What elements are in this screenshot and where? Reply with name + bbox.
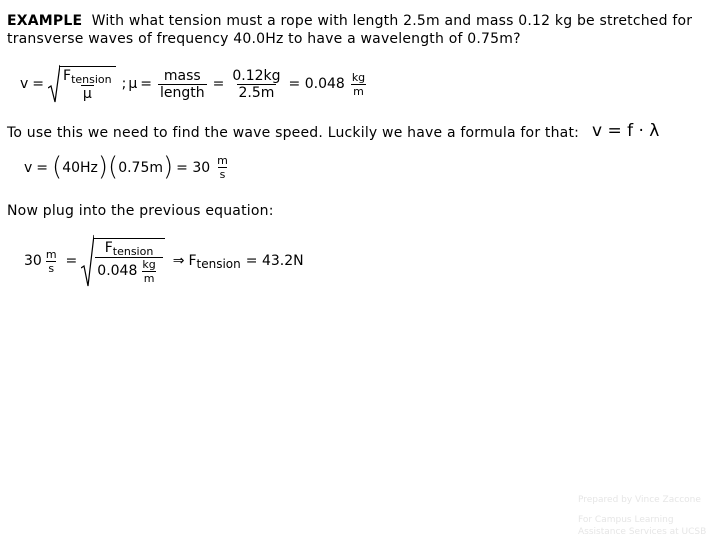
tension-subscript: tension <box>112 244 154 258</box>
eq1-equals-3: = <box>212 76 225 92</box>
m-unit: m <box>143 271 155 285</box>
right-paren: ) <box>97 151 109 182</box>
tension-force-symbol: F <box>63 68 72 84</box>
footer-line-1: Prepared by Vince Zaccone <box>578 495 701 505</box>
problem-statement <box>7 12 692 48</box>
right-paren-2: ) <box>163 151 174 182</box>
tension-result: = 43.2N <box>245 253 304 269</box>
eq3-equals: = <box>65 253 78 269</box>
footer-line-2: For Campus Learning <box>578 515 674 525</box>
speed-value: = 30 <box>176 159 211 176</box>
linear-density-value: = 0.048 <box>288 76 345 92</box>
eq2-equals: = <box>36 159 49 176</box>
kg-unit: kg <box>351 70 366 84</box>
problem-line-1: With what tension must a rope with length 2.5m and mass 0.12 kg be stretched for <box>91 13 693 29</box>
m-unit: m <box>217 154 228 167</box>
eq1-mu: μ <box>128 76 138 92</box>
footer-credit <box>578 494 706 538</box>
sqrt-symbol <box>48 64 116 104</box>
equation-wave-speed <box>24 151 233 182</box>
problem-line-2: transverse waves of frequency 40.0Hz to have a wavelength of 0.75m? <box>7 31 521 47</box>
m-unit: m <box>45 247 57 261</box>
eq2-v: v <box>24 159 33 176</box>
mass-numerator: mass <box>163 67 201 84</box>
eq1-equals-2: = <box>140 76 153 92</box>
wavelength-value: 0.75m <box>118 159 164 176</box>
left-paren: ( <box>52 151 63 182</box>
density-value: 0.048 <box>97 263 138 279</box>
tension-subscript: tension <box>71 73 112 86</box>
s-unit: s <box>219 168 226 181</box>
mu-denominator: μ <box>82 86 92 102</box>
equation-velocity-tension <box>20 64 370 104</box>
eq1-v: v <box>20 76 29 92</box>
eq1-equals: = <box>32 76 45 92</box>
kg-unit: kg <box>142 257 156 271</box>
m-unit: m <box>353 84 364 98</box>
frequency-value: 40Hz <box>62 159 98 176</box>
footer-line-3: Assistance Services at UCSB <box>578 527 707 537</box>
length-value: 2.5m <box>238 84 275 101</box>
eq1-separator: ; <box>121 76 127 92</box>
wave-speed-formula: v = f · λ <box>592 121 660 141</box>
tension-force-symbol: F <box>104 239 113 256</box>
s-unit: s <box>48 261 55 275</box>
mass-value: 0.12kg <box>232 67 281 84</box>
length-denominator: length <box>160 84 205 101</box>
sqrt-symbol <box>81 234 164 288</box>
implies-arrow-icon: ⇒ <box>172 253 185 269</box>
result-force-symbol: F <box>188 253 197 269</box>
left-paren-2: ( <box>108 151 119 182</box>
example-label: EXAMPLE <box>7 13 83 29</box>
wave-speed-sentence: To use this we need to find the wave speed. Luckily we have a formula for that: <box>7 125 580 141</box>
speed-lhs: 30 <box>24 253 42 269</box>
result-tension-subscript: tension <box>196 257 241 271</box>
equation-tension-solution <box>24 234 304 288</box>
plug-in-sentence: Now plug into the previous equation: <box>7 203 274 219</box>
